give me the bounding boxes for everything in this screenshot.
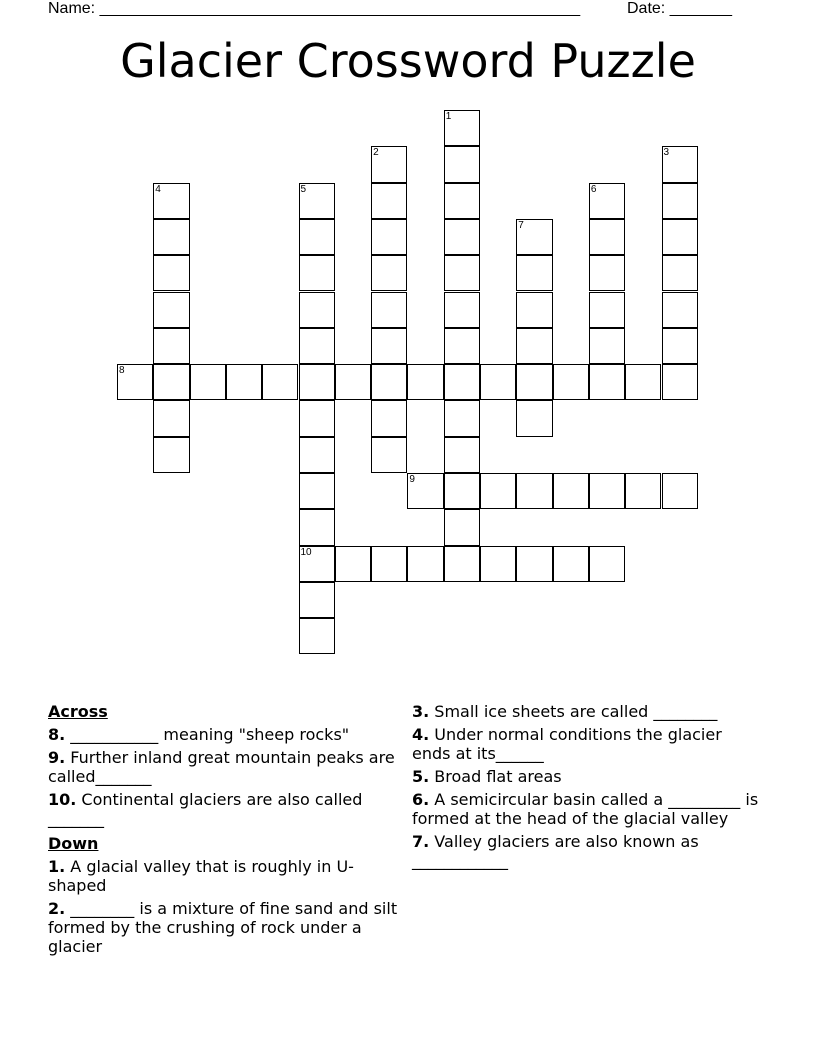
grid-cell[interactable] (625, 473, 661, 509)
clue-text: Under normal conditions the glacier ends at its______ (412, 725, 722, 763)
grid-cell[interactable] (371, 546, 407, 582)
clues-left (48, 702, 398, 960)
grid-cell[interactable] (589, 183, 625, 219)
clue-number: 8 (119, 365, 125, 377)
grid-cell[interactable] (662, 219, 698, 255)
grid-cell[interactable] (516, 255, 552, 291)
grid-cell[interactable] (516, 400, 552, 436)
grid-cell[interactable] (371, 219, 407, 255)
grid-cell[interactable] (299, 255, 335, 291)
date-field: Date: _______ (627, 0, 732, 17)
grid-cell[interactable] (335, 364, 371, 400)
grid-cell[interactable] (262, 364, 298, 400)
grid-cell[interactable] (153, 437, 189, 473)
grid-cell[interactable] (371, 437, 407, 473)
clue-number: 4 (155, 183, 161, 195)
grid-cell[interactable] (444, 292, 480, 328)
across-clue (48, 748, 398, 786)
grid-cell[interactable] (516, 473, 552, 509)
grid-cell[interactable] (153, 183, 189, 219)
grid-cell[interactable] (480, 364, 516, 400)
down-clue (412, 702, 762, 721)
grid-cell[interactable] (516, 292, 552, 328)
grid-cell[interactable] (299, 400, 335, 436)
clue-number: 3 (663, 147, 670, 159)
grid-cell[interactable] (190, 364, 226, 400)
grid-cell[interactable] (516, 546, 552, 582)
grid-cell[interactable] (335, 546, 371, 582)
clue-text: ___________ meaning "sheep rocks" (65, 725, 350, 744)
grid-cell[interactable] (662, 146, 698, 182)
grid-cell[interactable] (444, 400, 480, 436)
grid-cell[interactable] (299, 328, 335, 364)
grid-cell[interactable] (371, 292, 407, 328)
clue-number: 2 (373, 147, 379, 159)
clue-text: ________ is a mixture of fine sand and silt formed by the crushing of rock under a glacier (48, 899, 398, 956)
grid-cell[interactable] (444, 328, 480, 364)
grid-cell[interactable] (407, 546, 443, 582)
clue-text: A semicircular basin called a _________ is formed at the head of the glacial valley (412, 790, 759, 828)
grid-cell[interactable] (444, 509, 480, 545)
clue-number: 7 (518, 219, 524, 231)
grid-cell[interactable] (371, 364, 407, 400)
grid-cell[interactable] (553, 473, 589, 509)
grid-cell[interactable] (153, 255, 189, 291)
grid-cell[interactable] (299, 183, 335, 219)
grid-cell[interactable] (371, 328, 407, 364)
grid-cell[interactable] (299, 364, 335, 400)
clue-text: Further inland great mountain peaks are called_______ (48, 748, 395, 786)
grid-cell[interactable] (444, 219, 480, 255)
clue-num: 1. (48, 857, 66, 876)
grid-cell[interactable] (589, 473, 625, 509)
grid-cell[interactable] (299, 509, 335, 545)
grid-cell[interactable] (589, 546, 625, 582)
grid-cell[interactable] (589, 328, 625, 364)
down-clue (48, 857, 398, 895)
name-field: Name: ______________________________________________________ (48, 0, 581, 17)
grid-cell[interactable] (589, 219, 625, 255)
grid-cell[interactable] (444, 255, 480, 291)
grid-cell[interactable] (625, 364, 661, 400)
across-clue (48, 790, 398, 828)
grid-cell[interactable] (589, 255, 625, 291)
grid-cell[interactable] (371, 255, 407, 291)
clue-num: 4. (412, 725, 430, 744)
grid-cell[interactable] (516, 328, 552, 364)
clue-number: 1 (445, 111, 452, 122)
grid-cell[interactable] (444, 437, 480, 473)
grid-cell[interactable] (153, 364, 189, 400)
grid-cell[interactable] (153, 219, 189, 255)
grid-cell[interactable] (407, 364, 443, 400)
down-heading: Down (48, 834, 99, 853)
grid-cell[interactable] (662, 364, 698, 400)
clue-num: 5. (412, 767, 430, 786)
grid-cell[interactable] (516, 219, 552, 255)
clue-num: 3. (412, 702, 430, 721)
clue-text: Continental glaciers are also called _______ (48, 790, 363, 828)
down-clue (48, 899, 398, 956)
grid-cell[interactable] (444, 364, 480, 400)
grid-cell[interactable] (444, 473, 480, 509)
grid-cell[interactable] (371, 146, 407, 182)
grid-cell[interactable] (662, 473, 698, 509)
grid-cell[interactable] (299, 546, 335, 582)
grid-cell[interactable] (662, 328, 698, 364)
clue-num: 8. (48, 725, 66, 744)
grid-cell[interactable] (299, 437, 335, 473)
clue-num: 2. (48, 899, 66, 918)
grid-cell[interactable] (553, 546, 589, 582)
grid-cell[interactable] (444, 546, 480, 582)
grid-cell[interactable] (299, 219, 335, 255)
clue-number: 5 (300, 183, 307, 195)
clue-num: 9. (48, 748, 66, 767)
clue-num: 10. (48, 790, 77, 809)
down-clue (412, 767, 762, 786)
clue-number: 9 (409, 474, 415, 485)
grid-cell[interactable] (589, 364, 625, 400)
down-clue (412, 725, 762, 763)
grid-cell[interactable] (299, 582, 335, 618)
across-heading: Across (48, 702, 108, 721)
grid-cell[interactable] (153, 292, 189, 328)
grid-cell[interactable] (299, 618, 335, 654)
grid-cell[interactable] (480, 546, 516, 582)
grid-cell[interactable] (662, 292, 698, 328)
grid-cell[interactable] (371, 183, 407, 219)
clue-number: 6 (590, 183, 597, 195)
clue-text: A glacial valley that is roughly in U-shaped (48, 857, 354, 895)
grid-cell[interactable] (153, 400, 189, 436)
grid-cell[interactable] (226, 364, 262, 400)
grid-cell[interactable] (371, 400, 407, 436)
down-clue (412, 790, 762, 828)
clue-num: 7. (412, 832, 430, 851)
clue-text: Small ice sheets are called ________ (429, 702, 718, 721)
across-clue (48, 725, 398, 744)
page-title: Glacier Crossword Puzzle (120, 34, 696, 88)
grid-cell[interactable] (299, 292, 335, 328)
grid-cell[interactable] (516, 364, 552, 400)
clue-text: Broad flat areas (429, 767, 562, 786)
grid-cell[interactable] (480, 473, 516, 509)
grid-cell[interactable] (444, 146, 480, 182)
grid-cell[interactable] (662, 255, 698, 291)
grid-cell[interactable] (553, 364, 589, 400)
clue-text: Valley glaciers are also known as ____________ (412, 832, 699, 870)
clue-num: 6. (412, 790, 430, 809)
grid-cell[interactable] (444, 183, 480, 219)
grid-cell[interactable] (407, 473, 443, 509)
grid-cell[interactable] (299, 473, 335, 509)
down-clue (412, 832, 762, 870)
grid-cell[interactable] (589, 292, 625, 328)
grid-cell[interactable] (117, 364, 153, 400)
clue-number: 10 (300, 546, 312, 558)
grid-cell[interactable] (662, 183, 698, 219)
grid-cell[interactable] (153, 328, 189, 364)
clues-right (412, 702, 762, 874)
grid-cell[interactable] (444, 110, 480, 146)
